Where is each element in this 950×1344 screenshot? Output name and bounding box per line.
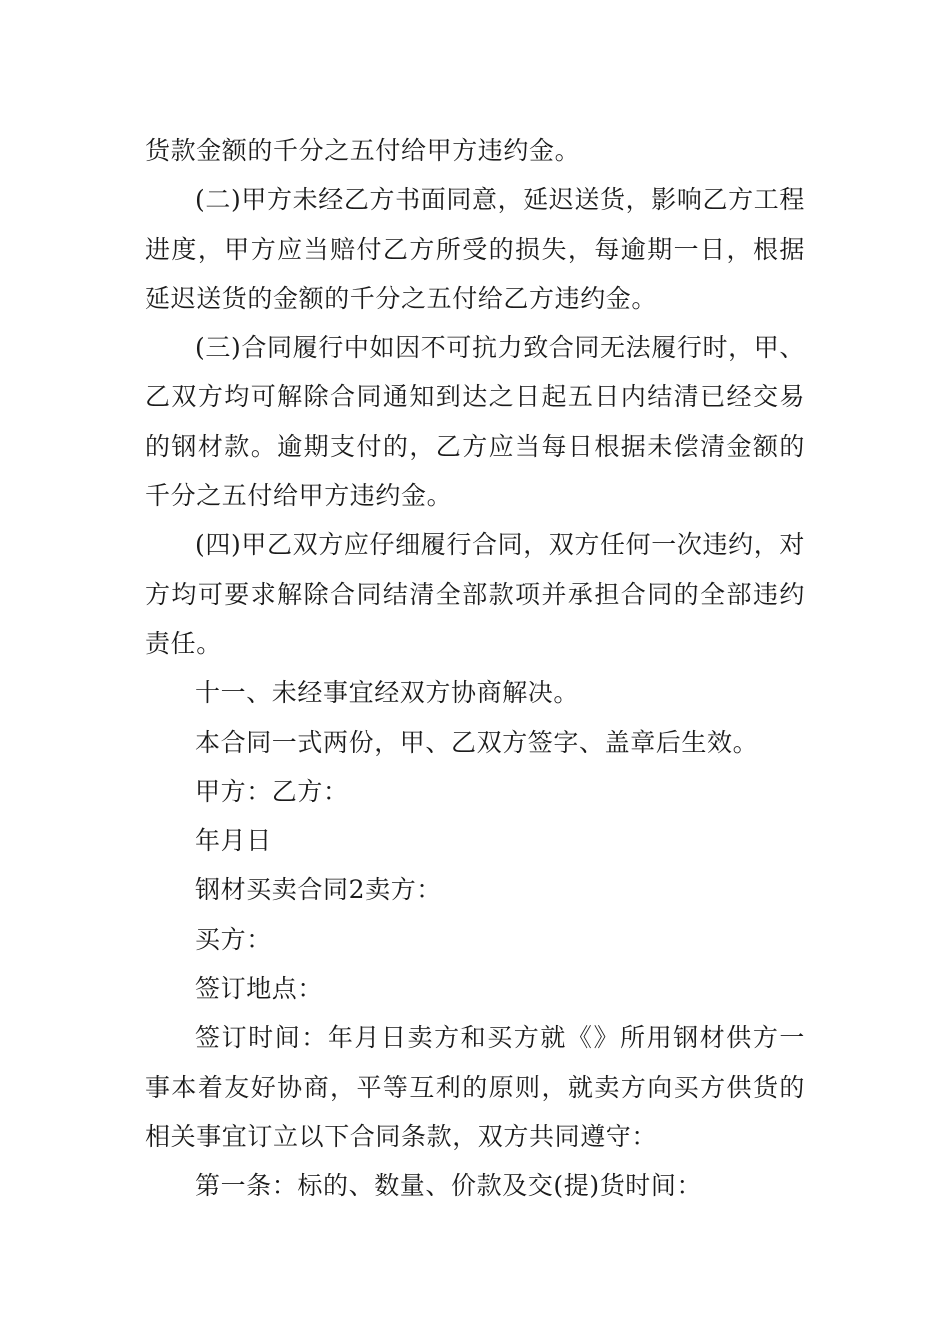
paragraph-penalty-continuation: 货款金额的千分之五付给甲方违约金。 [145, 136, 581, 165]
paragraph-article-1: 第一条：标的、数量、价款及交(提)货时间： [195, 1171, 703, 1201]
paragraph-copies: 本合同一式两份，甲、乙双方签字、盖章后生效。 [195, 727, 759, 757]
paragraph-signing-time: 签订时间：年月日卖方和买方就《》所用钢材供方一事本着友好协商，平等互利的原则，就卖方向买方供货的相关事宜订立以下合同条款，双方共同遵守： [145, 1023, 805, 1151]
paragraph-parties-signature: 甲方：乙方： [195, 776, 349, 806]
paragraph-clause-2: (二)甲方未经乙方书面同意，延迟送货，影响乙方工程进度，甲方应当赔付乙方所受的损失，每逾期一日，根据延迟送货的金额的千分之五付给乙方违约金。 [145, 185, 805, 313]
paragraph-date: 年月日 [195, 826, 272, 856]
paragraph-buyer: 买方： [195, 924, 272, 954]
paragraph-signing-place: 签订地点： [195, 974, 324, 1004]
paragraph-article-11: 十一、未经事宜经双方协商解决。 [195, 678, 580, 708]
document-body [145, 126, 805, 1211]
paragraph-clause-3: (三)合同履行中如因不可抗力致合同无法履行时，甲、乙双方均可解除合同通知到达之日起五日内结清已经交易的钢材款。逾期支付的，乙方应当每日根据未偿清金额的千分之五付给甲方违约金。 [145, 333, 805, 511]
paragraph-contract-2-seller: 钢材买卖合同2卖方： [195, 875, 442, 905]
paragraph-clause-4: (四)甲乙双方应仔细履行合同，双方任何一次违约，对方均可要求解除合同结清全部款项并承担合同的全部违约责任。 [145, 530, 805, 658]
